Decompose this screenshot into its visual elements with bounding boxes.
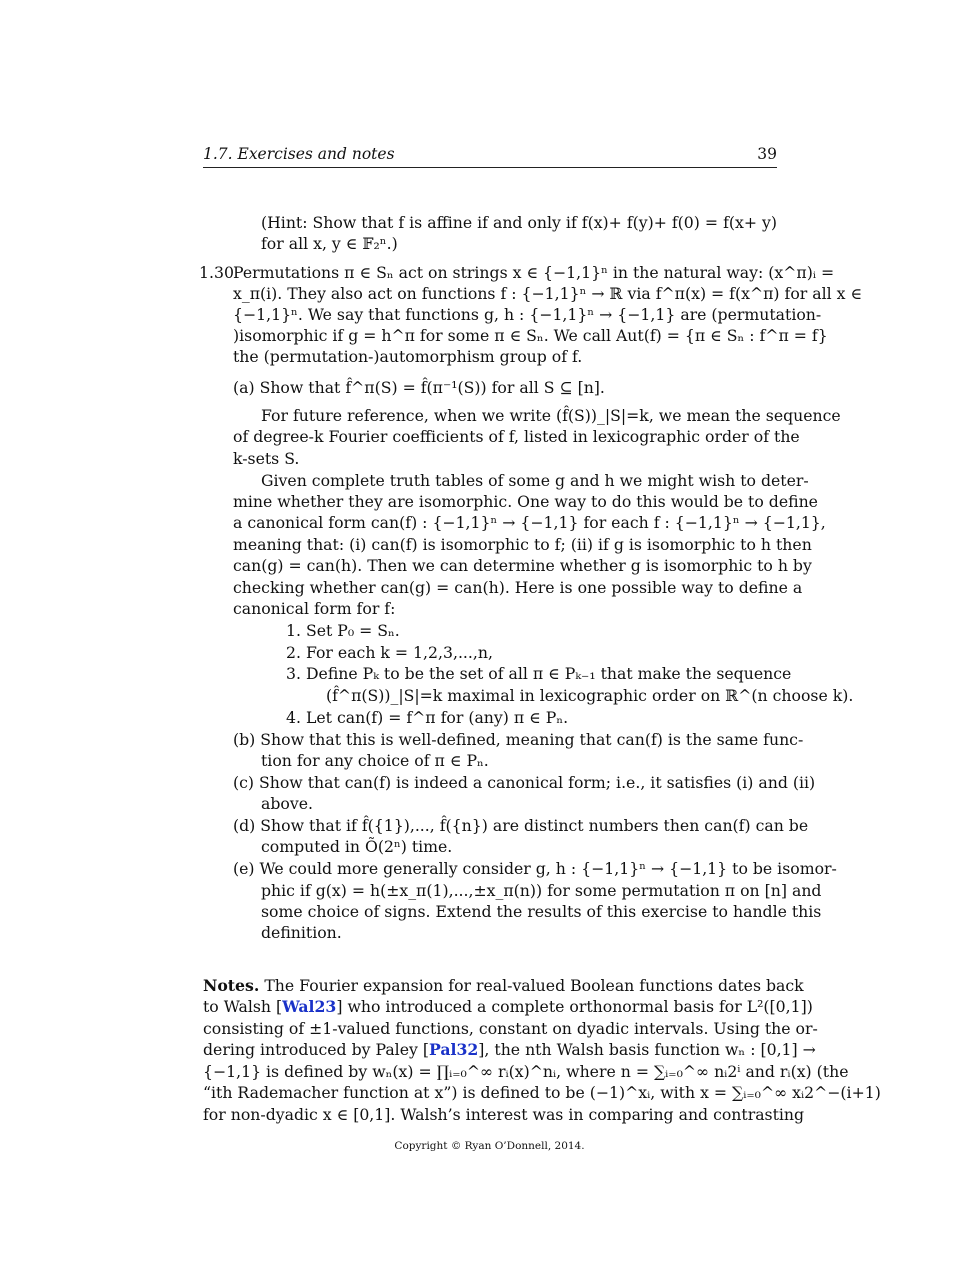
notes-line: for non-dyadic x ∈ [0,1]. Walsh’s interest was in comparing and contrasting [203,1105,805,1124]
notes-line: consisting of ±1-valued functions, constant on dyadic intervals. Using the or- [203,1019,818,1038]
hint-line: for all x, y ∈ 𝔽₂ⁿ.) [261,234,398,253]
notes-text: dering introduced by Paley [ [203,1040,429,1059]
paragraph-line: can(g) = can(h). Then we can determine whether g is isomorphic to h by [233,556,812,575]
part-c: (c) Show that can(f) is indeed a canonical form; i.e., it satisfies (i) and (ii) [233,773,816,792]
exercise-text-line: the (permutation-)automorphism group of f. [233,347,583,366]
part-c: above. [261,794,313,813]
part-b: (b) Show that this is well-defined, meaning that can(f) is the same func- [233,730,804,749]
notes-text: to Walsh [ [203,997,283,1016]
page-number: 39 [757,145,777,163]
part-a: (a) Show that f̂^π(S) = f̂(π⁻¹(S)) for all S ⊆ [n]. [233,378,605,397]
part-e: definition. [261,923,342,942]
exercise-text-line: x_π(i). They also act on functions f : {−1,1}ⁿ → ℝ via f^π(x) = f(x^π) for all x ∈ [233,284,863,303]
exercise-number: 1.30 [199,263,234,282]
paragraph-line: canonical form for f: [233,599,396,618]
paragraph-line: checking whether can(g) = can(h). Here is one possible way to define a [233,578,803,597]
algorithm-step: (f̂^π(S))_|S|=k maximal in lexicographic order on ℝ^(n choose k). [326,686,854,705]
algorithm-step: 2. For each k = 1,2,3,...,n, [286,643,493,662]
part-d: (d) Show that if f̂({1}),..., f̂({n}) are distinct numbers then can(f) can be [233,816,809,835]
exercise-text-line: Permutations π ∈ Sₙ act on strings x ∈ {−1,1}ⁿ in the natural way: (x^π)ᵢ = [233,263,835,282]
exercise-text-line: {−1,1}ⁿ. We say that functions g, h : {−1,1}ⁿ → {−1,1} are (permutation- [233,305,822,324]
citation-wal23-link[interactable]: Wal23 [282,997,337,1016]
notes-text: ], the nth Walsh basis function wₙ : [0,1] → [478,1040,816,1059]
copyright-footer: Copyright © Ryan O’Donnell, 2014. [394,1140,585,1152]
section-title: 1.7. Exercises and notes [203,145,395,163]
paragraph-line: k-sets S. [233,449,300,468]
paragraph-line: meaning that: (i) can(f) is isomorphic to f; (ii) if g is isomorphic to h then [233,535,812,554]
notes-line: {−1,1} is defined by wₙ(x) = ∏ᵢ₌₀^∞ rᵢ(x)^nᵢ, where n = ∑ᵢ₌₀^∞ nᵢ2ⁱ and rᵢ(x) (the [203,1062,849,1081]
part-d: computed in Õ(2ⁿ) time. [261,837,453,856]
hint-line: (Hint: Show that f is affine if and only if f(x)+ f(y)+ f(0) = f(x+ y) [261,213,777,232]
paragraph-line: a canonical form can(f) : {−1,1}ⁿ → {−1,1} for each f : {−1,1}ⁿ → {−1,1}, [233,513,826,532]
part-b: tion for any choice of π ∈ Pₙ. [261,751,489,770]
part-e: some choice of signs. Extend the results of this exercise to handle this [261,902,822,921]
algorithm-step: 4. Let can(f) = f^π for (any) π ∈ Pₙ. [286,708,569,727]
part-e: phic if g(x) = h(±x_π(1),...,±x_π(n)) for some permutation π on [n] and [261,881,822,900]
notes-line: “ith Rademacher function at x”) is defined to be (−1)^xᵢ, with x = ∑ᵢ₌₀^∞ xᵢ2^−(i+1) [203,1083,881,1102]
notes-heading: Notes. [203,976,260,995]
notes-text: ] who introduced a complete orthonormal basis for L²([0,1]) [336,997,813,1016]
notes-line [203,996,813,1017]
citation-pal32-link[interactable]: Pal32 [428,1040,479,1059]
notes-line [203,1039,816,1060]
notes-line [203,975,804,996]
exercise-text-line: )isomorphic if g = h^π for some π ∈ Sₙ. We call Aut(f) = {π ∈ Sₙ : f^π = f} [233,326,828,345]
paragraph-line: mine whether they are isomorphic. One way to do this would be to define [233,492,818,511]
notes-text: The Fourier expansion for real-valued Boolean functions dates back [264,976,804,995]
algorithm-step: 1. Set P₀ = Sₙ. [286,621,400,640]
paragraph-line: of degree-k Fourier coefficients of f, listed in lexicographic order of the [233,427,800,446]
algorithm-step: 3. Define Pₖ to be the set of all π ∈ Pₖ₋₁ that make the sequence [286,664,792,683]
paragraph-line: Given complete truth tables of some g and h we might wish to deter- [261,471,809,490]
part-e: (e) We could more generally consider g, h : {−1,1}ⁿ → {−1,1} to be isomor- [233,859,837,878]
running-header [203,145,777,168]
paragraph-line: For future reference, when we write (f̂(S))_|S|=k, we mean the sequence [261,406,841,425]
